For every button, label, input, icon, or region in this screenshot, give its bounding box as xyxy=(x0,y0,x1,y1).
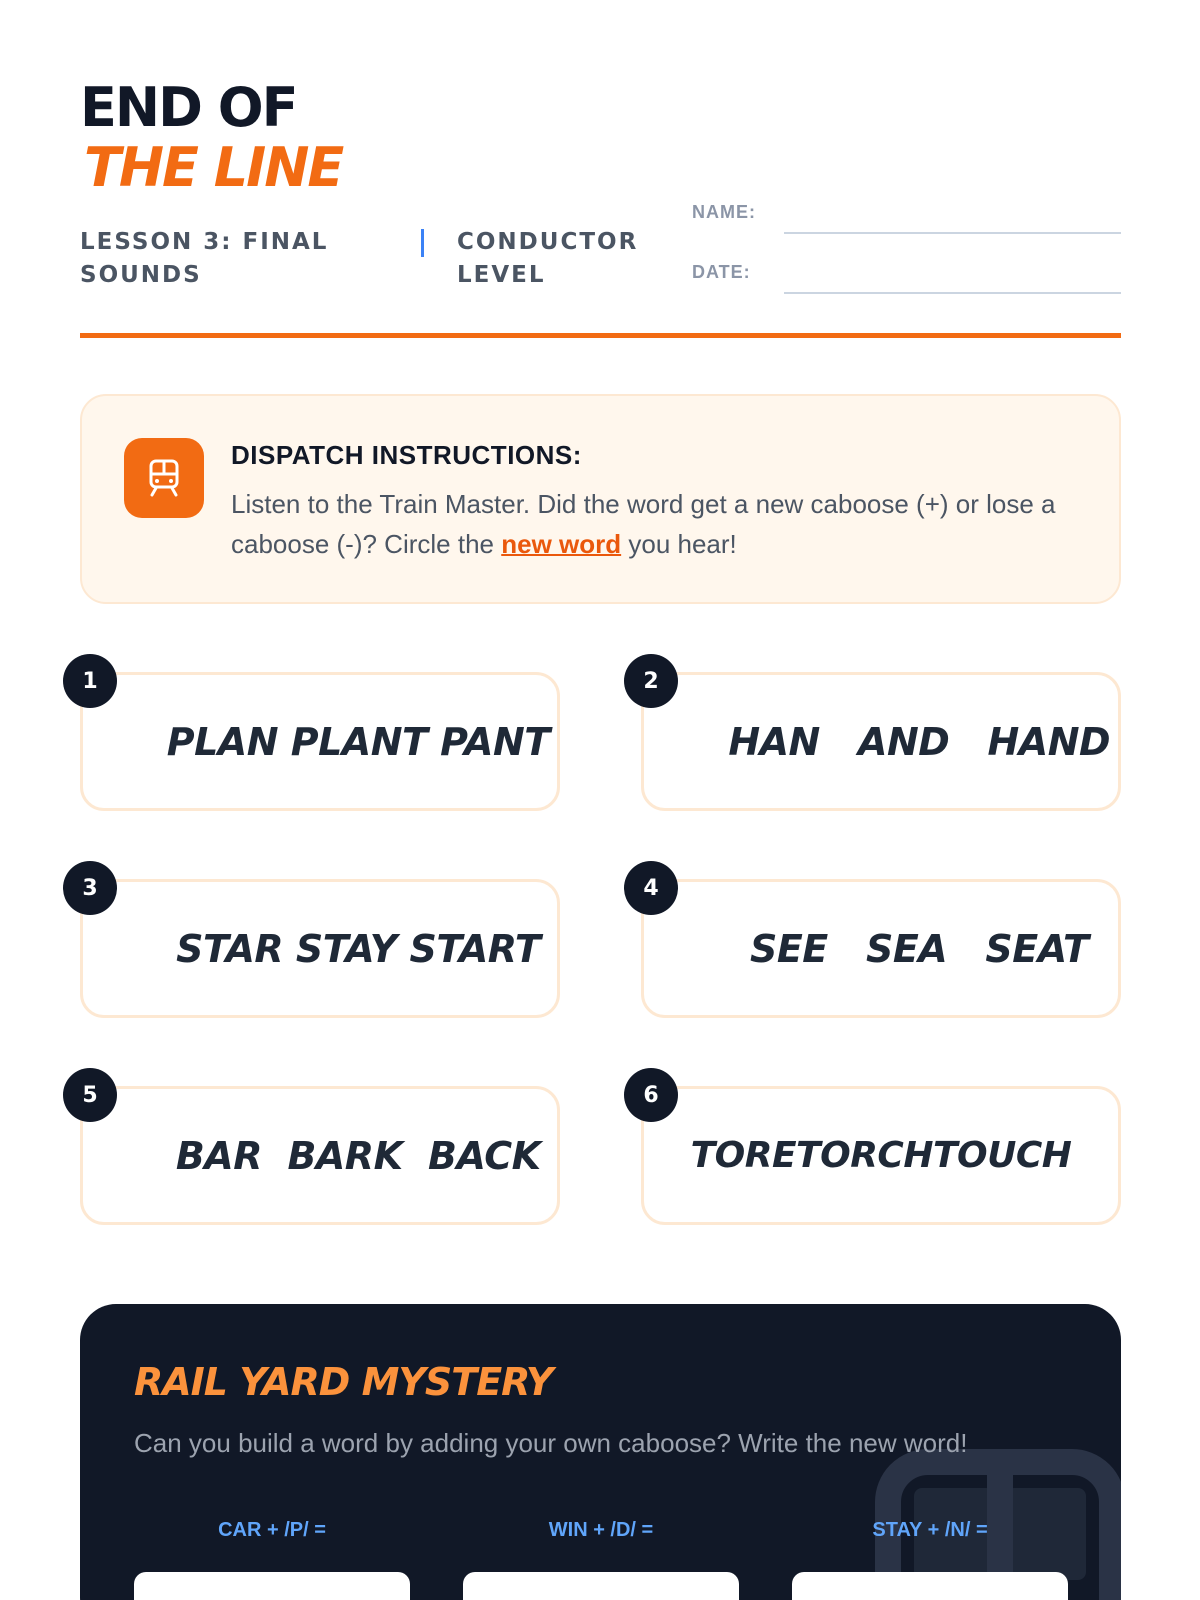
instructions-box xyxy=(80,394,1121,604)
word-choice[interactable]: TORCH xyxy=(796,1135,933,1176)
date-label: DATE: xyxy=(692,262,751,282)
word-choice[interactable]: SEE xyxy=(749,926,828,971)
word-choice[interactable]: PLANT xyxy=(290,719,428,764)
word-choice[interactable]: TORE xyxy=(690,1135,797,1176)
date-field[interactable] xyxy=(784,292,1121,294)
item-number-badge: 2 xyxy=(624,654,678,708)
mystery-text: Can you build a word by adding your own caboose? Write the new word! xyxy=(134,1428,968,1458)
level-label: CONDUCTOR LEVEL xyxy=(457,229,639,288)
word-card-3[interactable] xyxy=(80,879,560,1018)
item-number-badge: 1 xyxy=(63,654,117,708)
word-card-2[interactable] xyxy=(641,672,1121,811)
header-rule xyxy=(80,333,1121,338)
word-choice[interactable]: BACK xyxy=(428,1133,541,1178)
instructions-highlight: new word xyxy=(501,529,622,559)
lesson-label: LESSON 3: FINAL SOUNDS xyxy=(80,229,329,288)
name-field[interactable] xyxy=(784,232,1121,234)
word-choice[interactable]: HAN xyxy=(728,719,820,764)
word-choices xyxy=(100,883,541,1015)
word-choice[interactable]: AND xyxy=(858,719,950,764)
answer-box[interactable] xyxy=(463,1572,739,1600)
item-number-badge: 3 xyxy=(63,861,117,915)
train-icon xyxy=(124,438,204,518)
word-choice[interactable]: BAR xyxy=(175,1133,262,1178)
instructions-title: DISPATCH INSTRUCTIONS: xyxy=(231,440,582,470)
mystery-title: RAIL YARD MYSTERY xyxy=(134,1360,553,1404)
instructions-text xyxy=(231,484,1091,564)
equation-label: CAR + /P/ = xyxy=(218,1519,326,1541)
item-number-badge: 4 xyxy=(624,861,678,915)
word-choice[interactable]: HAND xyxy=(987,719,1111,764)
word-choices xyxy=(90,676,549,808)
word-choice[interactable]: START xyxy=(409,926,541,971)
equation-label: WIN + /D/ = xyxy=(548,1519,654,1541)
word-choices xyxy=(674,883,1089,1015)
header-divider xyxy=(421,229,424,257)
item-number-badge: 6 xyxy=(624,1068,678,1122)
rail-yard-mystery-panel xyxy=(80,1304,1121,1600)
equation-label: STAY + /N/ = xyxy=(872,1519,988,1541)
item-number-badge: 5 xyxy=(63,1068,117,1122)
worksheet-title xyxy=(80,78,342,198)
name-label: NAME: xyxy=(692,202,756,222)
word-choice[interactable]: SEA xyxy=(865,926,948,971)
word-choice[interactable]: PLAN xyxy=(166,719,278,764)
word-choices xyxy=(99,1090,540,1222)
word-card-6[interactable] xyxy=(641,1086,1121,1225)
word-choice[interactable]: PANT xyxy=(440,719,550,764)
word-choice[interactable]: BARK xyxy=(287,1133,403,1178)
instructions-text-before: Listen to the Train Master. Did the word get a new caboose (+) or lose a caboose (-)? Circle the xyxy=(231,489,1056,559)
word-choice[interactable]: SEAT xyxy=(985,926,1089,971)
word-card-5[interactable] xyxy=(80,1086,560,1225)
answer-box[interactable] xyxy=(792,1572,1068,1600)
word-choices xyxy=(652,676,1110,808)
word-choices xyxy=(691,1135,1072,1176)
word-card-1[interactable] xyxy=(80,672,560,811)
answer-box[interactable] xyxy=(134,1572,410,1600)
instructions-text-after: you hear! xyxy=(621,529,737,559)
word-choice[interactable]: STAY xyxy=(295,926,397,971)
title-line-2: THE LINE xyxy=(84,136,343,199)
word-card-4[interactable] xyxy=(641,879,1121,1018)
word-choice[interactable]: TOUCH xyxy=(932,1135,1072,1176)
word-choice[interactable]: STAR xyxy=(176,926,284,971)
title-line-1: END OF xyxy=(80,76,297,139)
